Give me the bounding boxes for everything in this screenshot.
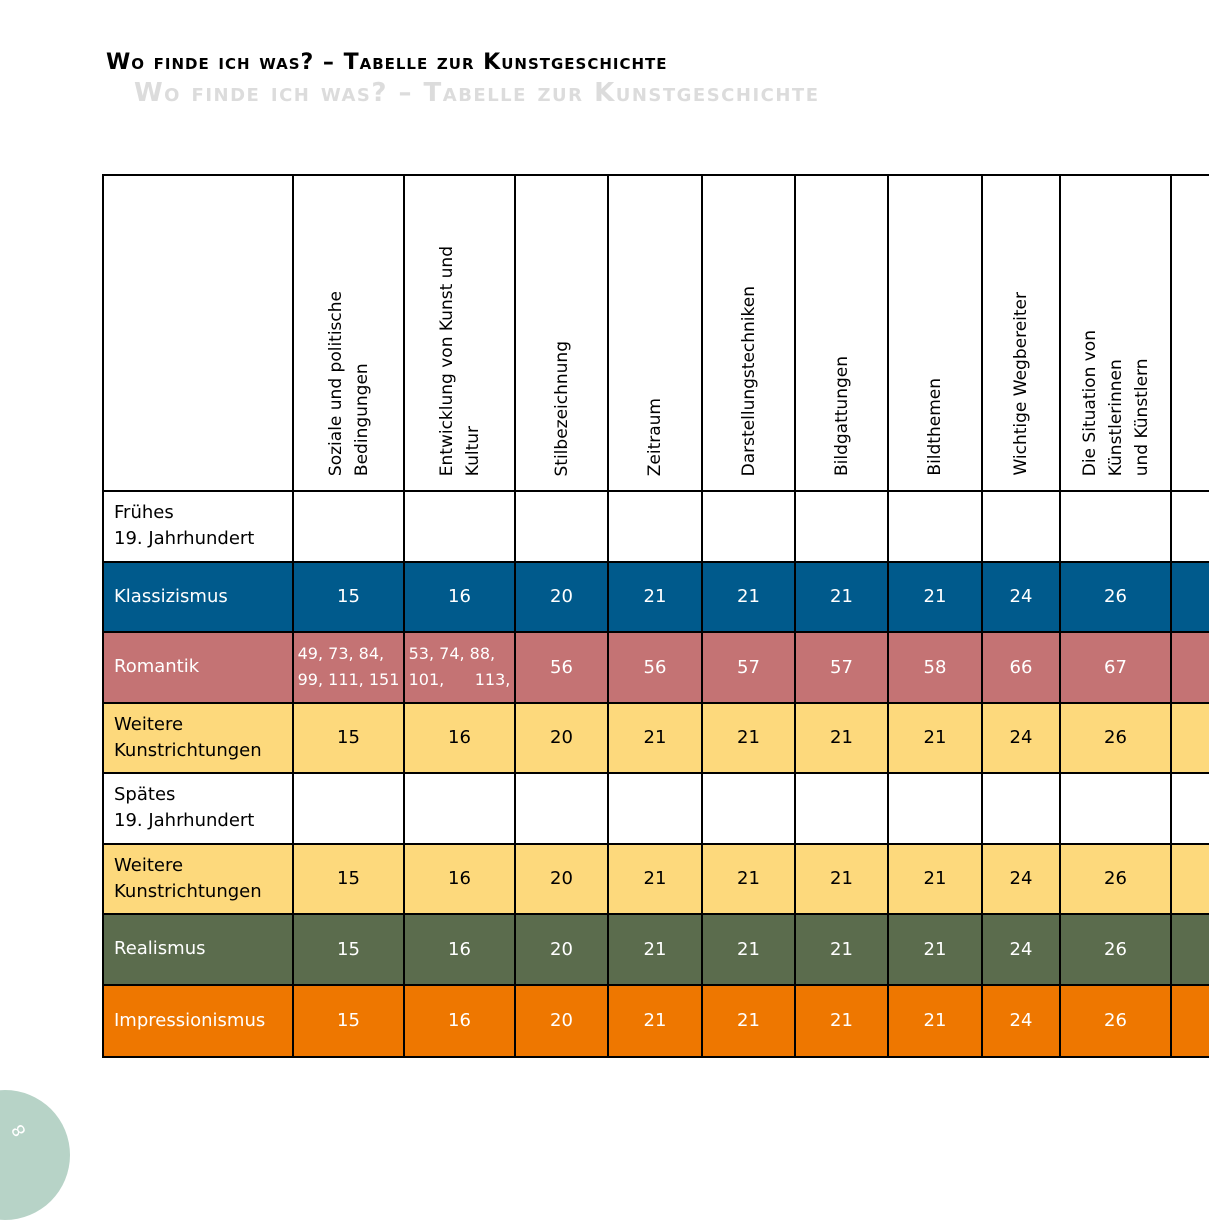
page-ref: 26	[1104, 868, 1127, 890]
row-label-text: Impressionismus	[114, 1009, 266, 1031]
page-ref: 57	[737, 656, 760, 678]
page-ref: 20	[550, 727, 573, 749]
page-ref: 21	[737, 868, 760, 890]
page-ref: 21	[643, 938, 667, 960]
row-label-text: Romantik	[114, 656, 200, 678]
row-label-text: Spätes 19. Jahrhundert	[114, 784, 255, 832]
page-ref-cell	[294, 704, 405, 775]
page-ref-cell	[609, 704, 703, 775]
page-ref: 21	[923, 1010, 947, 1032]
page-ref-cell	[609, 915, 703, 986]
page-ref: 53, 74, 88, 101, 113,	[408, 644, 511, 690]
page-ref: 15	[337, 586, 360, 608]
page-ref-cell	[983, 915, 1061, 986]
page-ref-cell	[983, 986, 1061, 1057]
page-ref: 21	[923, 868, 947, 890]
row-label-text: Realismus	[114, 938, 206, 960]
page-ref-cell	[703, 986, 796, 1057]
page-ref-cell	[609, 845, 703, 916]
art-history-table	[102, 174, 1209, 1058]
row-label	[104, 704, 294, 775]
page-ref-cell	[405, 986, 516, 1057]
page-ref-cell	[405, 915, 516, 986]
row-cut-cell	[1172, 704, 1209, 775]
page-ref-cell	[609, 986, 703, 1057]
header-corner-cell	[104, 176, 294, 492]
page-ref: 57	[830, 656, 853, 678]
page-ref: 21	[923, 586, 947, 608]
column-header	[796, 176, 889, 492]
page-ref-cell	[796, 774, 889, 845]
row-cut-cell	[1172, 774, 1209, 845]
page-ref-cell	[294, 915, 405, 986]
column-header-label: Soziale und politische Bedingungen	[325, 290, 372, 476]
column-header	[609, 176, 703, 492]
row-label	[104, 845, 294, 916]
page-ref: 20	[550, 938, 573, 960]
page-ref-cell	[294, 986, 405, 1057]
page-ref: 21	[643, 586, 667, 608]
page-ref-cell	[516, 704, 609, 775]
page-ref-cell	[796, 633, 889, 704]
row-label-text: Weitere Kunstrichtungen	[114, 713, 262, 761]
column-header-label: Wichtige Wegbereiter	[1011, 292, 1031, 476]
page-ref-cell	[405, 774, 516, 845]
page-ref-cell	[516, 492, 609, 563]
page-ref-cell	[889, 492, 983, 563]
page-ref: 24	[1009, 727, 1033, 749]
page-ref: 15	[337, 1010, 360, 1032]
page-ref-cell	[796, 986, 889, 1057]
page-ref: 21	[643, 727, 667, 749]
column-header	[703, 176, 796, 492]
row-label-text: Frühes 19. Jahrhundert	[114, 502, 255, 550]
page-ref-cell	[703, 915, 796, 986]
page-ref: 24	[1009, 1010, 1033, 1032]
page-ref-cell	[703, 704, 796, 775]
page-ref-cell	[703, 492, 796, 563]
page-ref-cell	[796, 845, 889, 916]
row-label	[104, 633, 294, 704]
page-ref: 21	[923, 727, 947, 749]
column-header	[889, 176, 983, 492]
page-ref-cell	[294, 492, 405, 563]
page-ref-cell	[405, 563, 516, 634]
page-ref-cell	[983, 704, 1061, 775]
page-ref-cell	[294, 633, 405, 704]
page-ref-cell	[516, 915, 609, 986]
header-cut-cell	[1172, 176, 1209, 492]
page-ref-cell	[609, 563, 703, 634]
page-ref: 16	[448, 727, 471, 749]
row-label	[104, 986, 294, 1057]
page-ref-cell	[294, 563, 405, 634]
page-ref-cell	[516, 845, 609, 916]
page-ref: 58	[923, 656, 947, 678]
page-ref: 21	[643, 868, 667, 890]
page-ref: 26	[1104, 586, 1127, 608]
page-ref-cell	[703, 563, 796, 634]
page-ref: 21	[830, 868, 853, 890]
page-ref: 21	[830, 727, 853, 749]
column-header-label: Entwicklung von Kunst und Kultur	[436, 245, 483, 476]
page-ref-cell	[516, 563, 609, 634]
page-ref-cell	[983, 492, 1061, 563]
row-label	[104, 915, 294, 986]
row-cut-cell	[1172, 633, 1209, 704]
row-cut-cell	[1172, 986, 1209, 1057]
page-ref: 21	[737, 1010, 760, 1032]
page-ref-cell	[983, 845, 1061, 916]
row-label-text: Weitere Kunstrichtungen	[114, 854, 262, 902]
page-ref-cell	[889, 915, 983, 986]
page-ref-cell	[405, 492, 516, 563]
column-header-label: Bildgattungen	[831, 355, 852, 476]
page-ref: 21	[830, 938, 853, 960]
page-ref-cell	[703, 774, 796, 845]
page-ref: 16	[448, 1010, 471, 1032]
column-header-label: Darstellungstechniken	[738, 285, 759, 476]
page-ref: 16	[448, 868, 471, 890]
page-ref-cell	[796, 704, 889, 775]
page-ref-cell	[1061, 492, 1172, 563]
row-cut-cell	[1172, 845, 1209, 916]
page-ref: 24	[1009, 868, 1033, 890]
page-ref-cell	[516, 774, 609, 845]
page-ref-cell	[1061, 704, 1172, 775]
page-ref: 21	[830, 1010, 853, 1032]
page-ref: 21	[737, 938, 760, 960]
page-ref-cell	[1061, 986, 1172, 1057]
column-header	[1061, 176, 1172, 492]
page-ref: 56	[643, 656, 667, 678]
column-header	[983, 176, 1061, 492]
page-ref-cell	[983, 774, 1061, 845]
column-header-label: Stilbezeichnung	[551, 340, 572, 476]
column-header-label: Die Situation von Künstlerinnen und Künstlern	[1079, 329, 1152, 476]
page-ref: 26	[1104, 727, 1127, 749]
page-ref-cell	[1061, 774, 1172, 845]
page-ref-cell	[889, 986, 983, 1057]
page-ref: 49, 73, 84, 99, 111, 151	[297, 644, 400, 690]
page-number: 8	[8, 1120, 31, 1140]
page-ref: 56	[550, 656, 573, 678]
page-ref: 15	[337, 727, 360, 749]
page-ref: 16	[448, 938, 471, 960]
column-header-label: Bildthemen	[925, 378, 945, 476]
page-ref: 67	[1104, 656, 1127, 678]
row-label-text: Klassizismus	[114, 585, 228, 607]
page-ref-cell	[1061, 915, 1172, 986]
row-label	[104, 492, 294, 563]
page-ref-cell	[516, 633, 609, 704]
page-ref: 15	[337, 868, 360, 890]
page-ref-cell	[1061, 845, 1172, 916]
row-label	[104, 774, 294, 845]
row-label	[104, 563, 294, 634]
page-ref-cell	[405, 845, 516, 916]
page-ref-cell	[405, 633, 516, 704]
page-ref-cell	[889, 774, 983, 845]
column-header-label: Zeitraum	[645, 397, 665, 476]
page-ref: 21	[737, 727, 760, 749]
page-ref-cell	[983, 563, 1061, 634]
page-ref: 21	[830, 586, 853, 608]
page-ref: 26	[1104, 938, 1127, 960]
page-ref-cell	[703, 633, 796, 704]
page-ref-cell	[796, 915, 889, 986]
page-ref: 21	[643, 1010, 667, 1032]
page-ref-cell	[796, 492, 889, 563]
column-header	[294, 176, 405, 492]
page-ref-cell	[889, 704, 983, 775]
page-ref: 21	[737, 586, 760, 608]
page-ref-cell	[405, 704, 516, 775]
page-ref-cell	[294, 774, 405, 845]
page-ref: 24	[1009, 586, 1033, 608]
page-number-badge	[0, 1090, 70, 1220]
page-ref: 16	[448, 586, 471, 608]
page-ref-cell	[609, 774, 703, 845]
row-cut-cell	[1172, 563, 1209, 634]
page-ref-cell	[889, 633, 983, 704]
page-ref: 20	[550, 868, 573, 890]
page-ref-cell	[609, 492, 703, 563]
page-title-shadow: Wo finde ich was? – Tabelle zur Kunstgeschichte	[134, 78, 820, 108]
page-title: Wo finde ich was? – Tabelle zur Kunstgeschichte	[106, 50, 668, 75]
page-ref: 66	[1009, 656, 1033, 678]
page-ref-cell	[983, 633, 1061, 704]
page-ref: 20	[550, 1010, 573, 1032]
page-ref-cell	[889, 845, 983, 916]
page-ref-cell	[1061, 563, 1172, 634]
page-ref: 26	[1104, 1010, 1127, 1032]
page-ref-cell	[796, 563, 889, 634]
page-ref-cell	[889, 563, 983, 634]
page-ref-cell	[609, 633, 703, 704]
page-ref-cell	[1061, 633, 1172, 704]
row-cut-cell	[1172, 915, 1209, 986]
page-ref: 20	[550, 586, 573, 608]
page-ref: 15	[337, 938, 360, 960]
page-ref: 24	[1009, 938, 1033, 960]
column-header	[516, 176, 609, 492]
page-ref-cell	[703, 845, 796, 916]
row-cut-cell	[1172, 492, 1209, 563]
page-ref-cell	[516, 986, 609, 1057]
page-ref: 21	[923, 938, 947, 960]
column-header	[405, 176, 516, 492]
page-ref-cell	[294, 845, 405, 916]
